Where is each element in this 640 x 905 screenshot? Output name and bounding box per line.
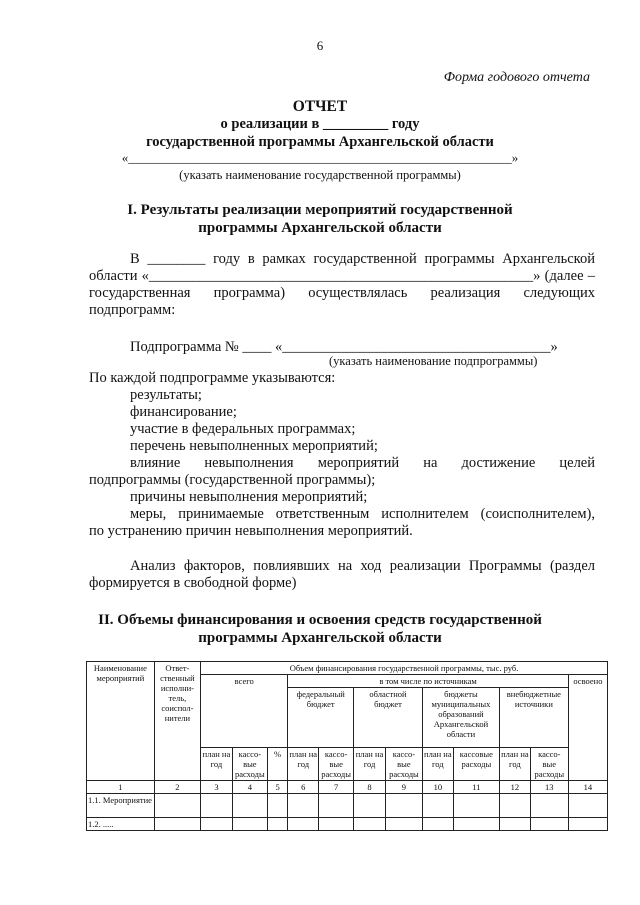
header-cash: кассо-вые расходы: [232, 748, 267, 781]
table-row: [87, 818, 608, 831]
col-number: 8: [354, 781, 386, 794]
subprogram-hint: (указать наименование подпрограммы): [329, 354, 538, 368]
program-name-hint: (указать наименование государственной программы): [179, 168, 461, 182]
section1-title-line2: программы Архангельской области: [198, 220, 442, 236]
section1-title-line1: I. Результаты реализации мероприятий государственной: [127, 202, 513, 218]
header-plan: план на год: [422, 748, 453, 781]
list-item: влияние невыполнения мероприятий на достижение целей: [130, 455, 595, 471]
col-number: 12: [499, 781, 530, 794]
financing-table: [86, 661, 608, 831]
col-number: 2: [154, 781, 200, 794]
list-item-cont: по устранению причин невыполнения мероприятий.: [89, 523, 413, 539]
program-name-blank: «___________________________________________________________»: [121, 150, 519, 165]
header-name: Наименование мероприятий: [87, 662, 155, 781]
col-number: 1: [87, 781, 155, 794]
header-sources: в том числе по источникам: [288, 675, 568, 688]
header-regional: областной бюджет: [354, 688, 423, 748]
col-number: 10: [422, 781, 453, 794]
col-number: 4: [232, 781, 267, 794]
row-label: 1.2. .....: [87, 818, 155, 831]
para1-line2: области «_____________________________________________________» (далее –: [89, 268, 595, 284]
list-intro: По каждой подпрограмме указываются:: [89, 370, 336, 386]
subprogram-line: Подпрограмма № ____ «_____________________________________»: [130, 339, 558, 355]
page-number: 6: [316, 38, 324, 53]
report-year-line: о реализации в _________ году: [220, 116, 420, 132]
para1-line1: В ________ году в рамках государственной программы Архангельской: [130, 251, 595, 267]
form-label: Форма годового отчета: [443, 70, 590, 85]
list-item: финансирование;: [130, 404, 237, 420]
header-cash: кассо-вые расходы: [319, 748, 354, 781]
header-cash: кассовые расходы: [453, 748, 499, 781]
list-item-cont: подпрограммы (государственной программы);: [89, 472, 376, 488]
header-cash: кассо-вые расходы: [385, 748, 422, 781]
col-number: 3: [201, 781, 233, 794]
section2-title-line1: II. Объемы финансирования и освоения средств государственной: [98, 612, 542, 628]
col-number: 14: [568, 781, 607, 794]
header-extra: внебюджетные источники: [499, 688, 568, 748]
report-program-line: государственной программы Архангельской области: [146, 134, 494, 150]
header-executor: Ответ-ственный исполни-тель, соиспол-нители: [154, 662, 200, 781]
header-mastered: освоено: [568, 675, 607, 781]
header-federal: федеральный бюджет: [288, 688, 354, 748]
list-item: участие в федеральных программах;: [130, 421, 356, 437]
col-number: 11: [453, 781, 499, 794]
analysis-line1: Анализ факторов, повлиявших на ход реализации Программы (раздел: [130, 558, 595, 574]
header-pct: %: [267, 748, 288, 781]
header-municipal: бюджеты муниципальных образований Архангельской области: [422, 688, 499, 748]
header-plan: план на год: [499, 748, 530, 781]
header-plan: план на год: [288, 748, 319, 781]
header-total: всего: [201, 675, 288, 748]
report-title: ОТЧЕТ: [292, 98, 348, 115]
header-plan: план на год: [201, 748, 233, 781]
list-item: перечень невыполненных мероприятий;: [130, 438, 378, 454]
para1-line4: подпрограмм:: [89, 302, 176, 318]
header-cash: кассо-вые расходы: [530, 748, 568, 781]
list-item: результаты;: [130, 387, 202, 403]
col-number: 13: [530, 781, 568, 794]
header-plan: план на год: [354, 748, 386, 781]
col-number: 6: [288, 781, 319, 794]
list-item: меры, принимаемые ответственным исполнителем (соисполнителем),: [130, 506, 595, 522]
section2-title-line2: программы Архангельской области: [198, 630, 442, 646]
col-number: 7: [319, 781, 354, 794]
col-number: 9: [385, 781, 422, 794]
table-row: [87, 794, 608, 818]
analysis-line2: формируется в свободной форме): [89, 575, 297, 591]
header-volume: Объем финансирования государственной программы, тыс. руб.: [201, 662, 608, 675]
para1-line3: государственная программа) осуществлялась реализация следующих: [89, 285, 595, 301]
col-number: 5: [267, 781, 288, 794]
list-item: причины невыполнения мероприятий;: [130, 489, 368, 505]
row-label: 1.1. Мероприятие: [87, 794, 155, 818]
